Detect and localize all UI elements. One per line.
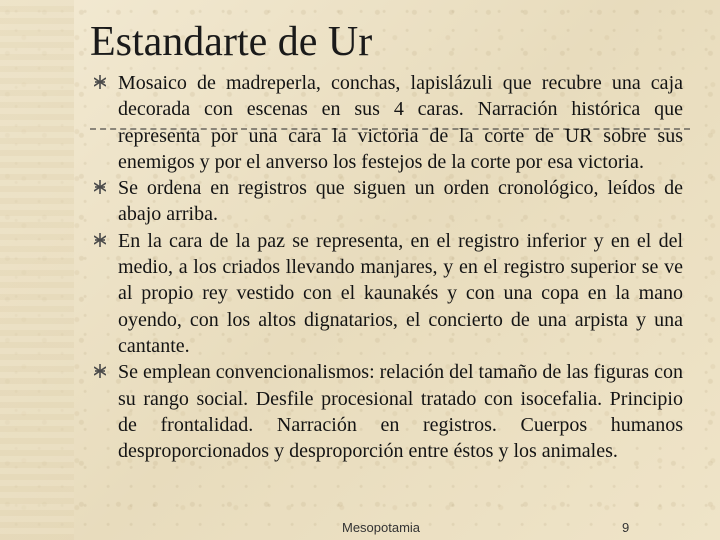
asterisk-bullet-icon [94, 364, 106, 378]
bullet-item [94, 175, 683, 228]
bullet-item [94, 228, 683, 359]
slide-title: Estandarte de Ur [90, 19, 373, 65]
left-border-texture [0, 0, 74, 540]
slide-footer: Mesopotamia [342, 520, 421, 535]
bullet-text: Mosaico de madreperla, conchas, lapislázuli que recubre una caja decorada con escenas en sus 4 caras. Narración histórica que representa por una cara la victoria de la corte de UR sobre sus enemigos y por el anverso los festejos de la corte por esa victoria. [118, 72, 683, 173]
bullet-list [94, 70, 683, 464]
bullet-item [94, 359, 683, 464]
bullet-text: En la cara de la paz se representa, en el registro inferior y en el del medio, a los criados llevando manjares, y en el registro superior se ve al propio rey vestido con el kaunakés y con una copa en la mano oyendo, con los altos dignatarios, el concierto de una arpista y una cantante. [118, 229, 683, 357]
asterisk-bullet-icon [94, 233, 106, 247]
asterisk-bullet-icon [94, 180, 106, 194]
asterisk-bullet-icon [94, 75, 106, 89]
slide-number: 9 [622, 520, 630, 535]
bullet-text: Se ordena en registros que siguen un orden cronológico, leídos de abajo arriba. [118, 177, 683, 226]
bullet-item [94, 70, 683, 175]
bullet-text: Se emplean convencionalismos: relación del tamaño de las figuras con su rango social. Desfile procesional tratado con isocefalia. Principio de frontalidad. Narración en registros. Cuerpos humanos desproporcionados y desproporción entre éstos y los animales. [118, 361, 683, 463]
